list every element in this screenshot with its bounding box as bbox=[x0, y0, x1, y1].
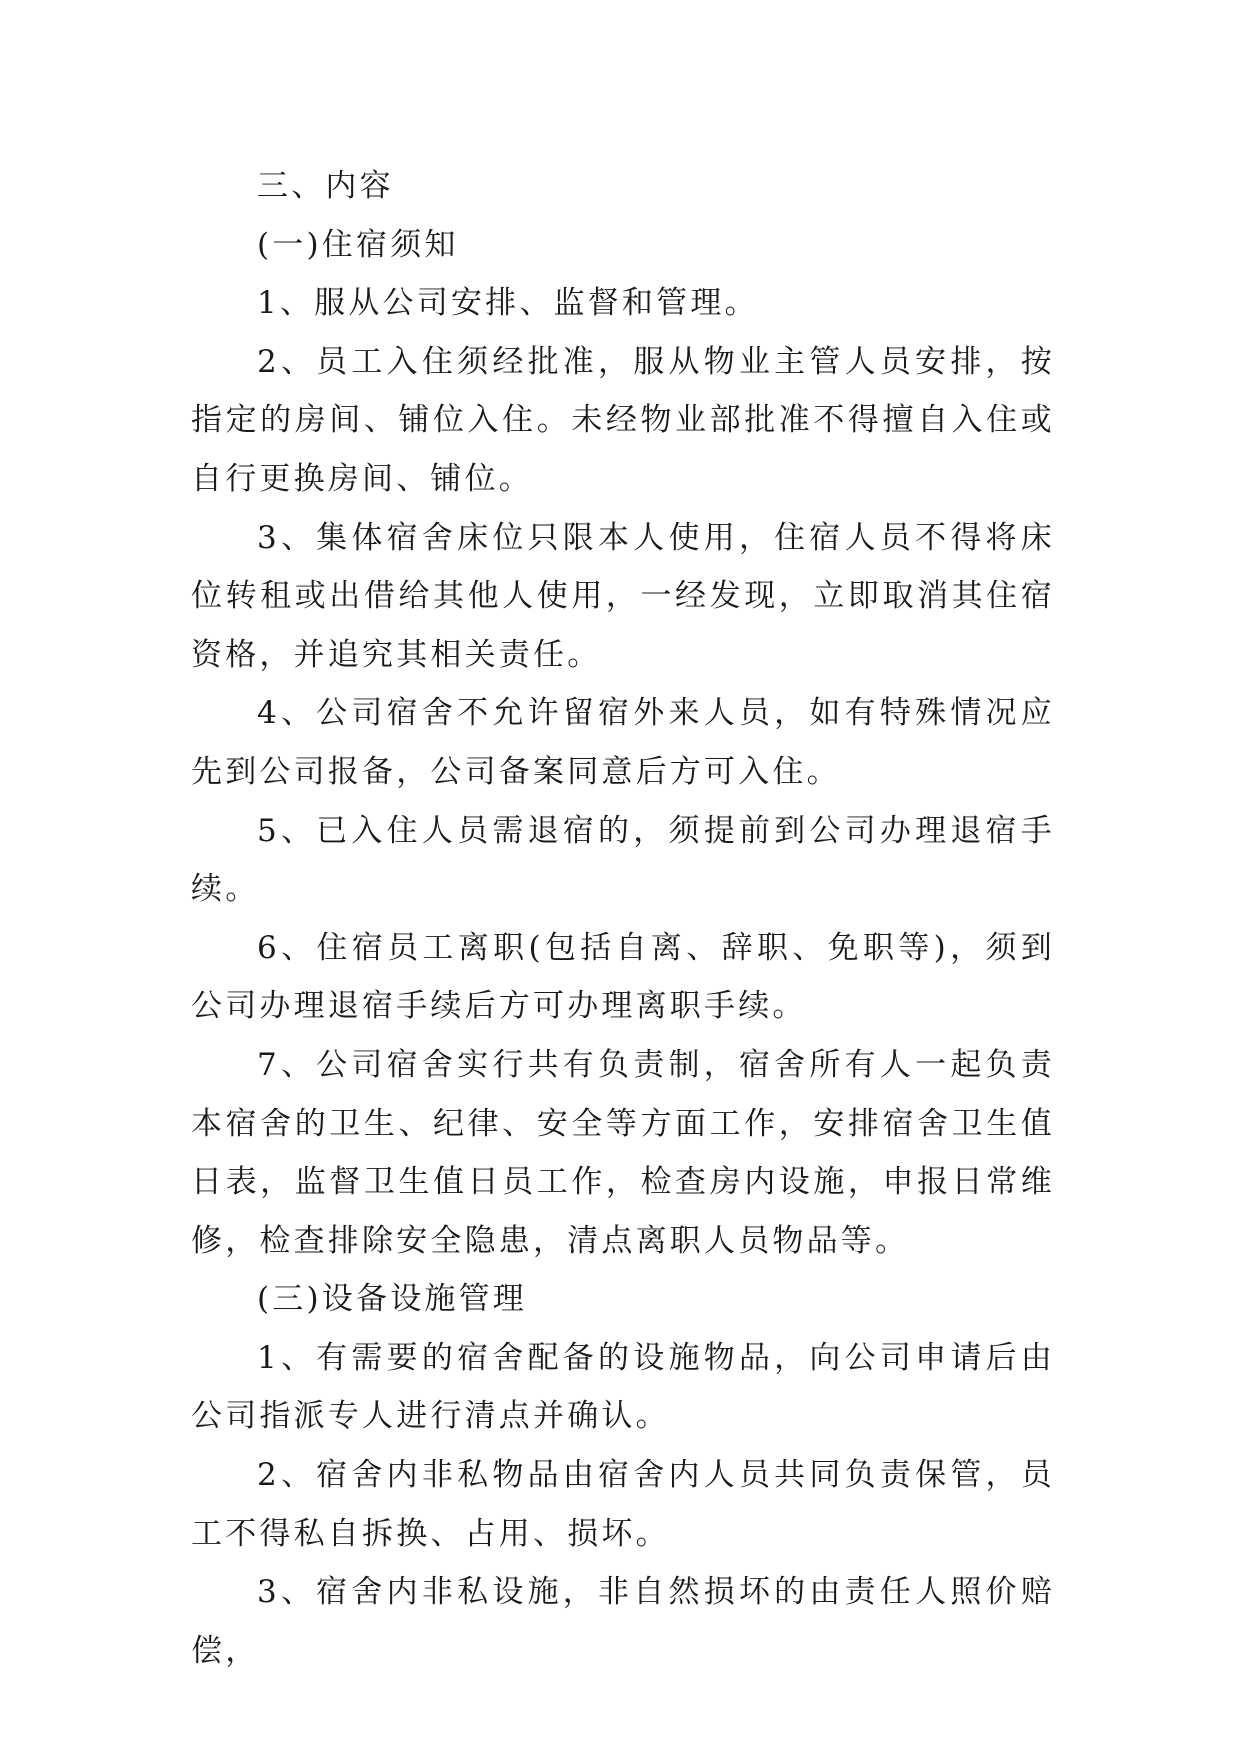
rule-paragraph: 7、公司宿舍实行共有负责制，宿舍所有人一起负责本宿舍的卫生、纪律、安全等方面工作，安排宿舍卫生值日表，监督卫生值日员工作，检查房内设施，申报日常维修，检查排除安全隐患，清点离职人员物品等。 bbox=[191, 1046, 1055, 1259]
subsection-title-facilities: (三)设备设施管理 bbox=[257, 1281, 527, 1318]
rule-paragraph: 1、服从公司安排、监督和管理。 bbox=[257, 285, 759, 322]
rule-paragraph: 3、宿舍内非私设施，非自然损坏的由责任人照价赔偿， bbox=[191, 1574, 1055, 1669]
rule-paragraph: 2、员工入住须经批准，服从物业主管人员安排，按指定的房间、铺位入住。未经物业部批准不得擅自入住或自行更换房间、铺位。 bbox=[191, 343, 1055, 497]
rule-paragraph: 1、有需要的宿舍配备的设施物品，向公司申请后由公司指派专人进行清点并确认。 bbox=[191, 1339, 1055, 1435]
rule-paragraph: 4、公司宿舍不允许留宿外来人员，如有特殊情况应先到公司报备，公司备案同意后方可入住。 bbox=[191, 695, 1055, 790]
subsection-title-accommodation: (一)住宿须知 bbox=[257, 226, 459, 263]
rule-paragraph: 5、已入住人员需退宿的，须提前到公司办理退宿手续。 bbox=[191, 812, 1055, 908]
rule-paragraph: 2、宿舍内非私物品由宿舍内人员共同负责保管，员工不得私自拆换、占用、损坏。 bbox=[191, 1457, 1055, 1552]
rule-paragraph: 3、集体宿舍床位只限本人使用，住宿人员不得将床位转租或出借给其他人使用，一经发现，立即取消其住宿资格，并追究其相关责任。 bbox=[191, 519, 1055, 673]
document-body bbox=[191, 157, 1055, 1680]
rule-paragraph: 6、住宿员工离职(包括自离、辞职、免职等)，须到公司办理退宿手续后方可办理离职手续。 bbox=[191, 929, 1055, 1025]
section-title: 三、内容 bbox=[257, 168, 394, 204]
